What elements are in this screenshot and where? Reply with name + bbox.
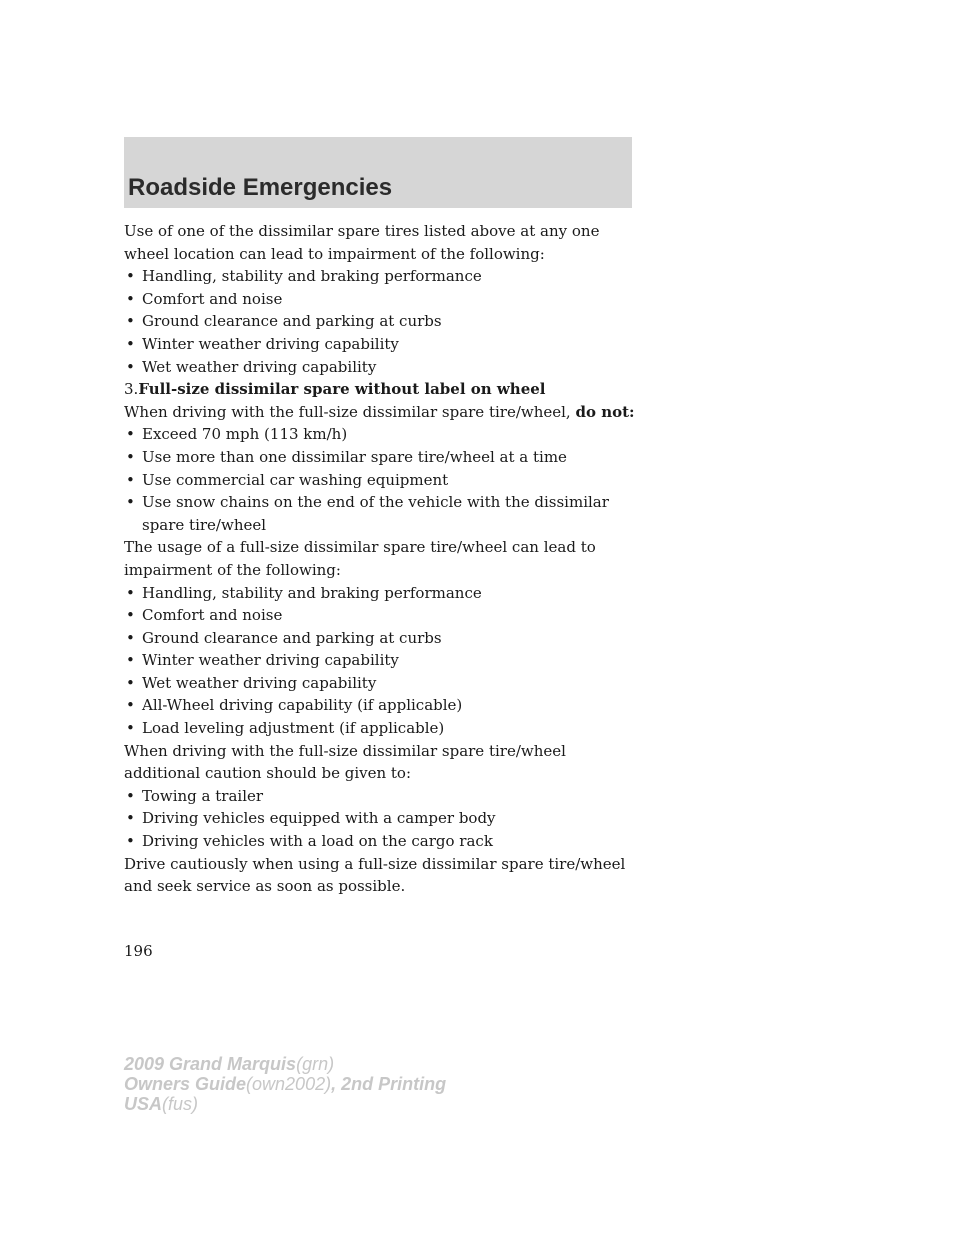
page-number: 196	[124, 942, 153, 960]
list-item: • Use more than one dissimilar spare tire/wheel at a time	[124, 446, 644, 469]
bullet-icon: •	[126, 696, 135, 715]
impairment-list-1	[124, 265, 644, 378]
bullet-icon: •	[126, 719, 135, 738]
bullet-icon: •	[126, 786, 135, 805]
footer-line-2: Owners Guide(own2002), 2nd Printing	[124, 1074, 447, 1094]
bullet-icon: •	[126, 447, 135, 466]
list-item: • All-Wheel driving capability (if applicable)	[124, 694, 644, 717]
list-item: • Handling, stability and braking performance	[124, 582, 644, 605]
list-item: • Ground clearance and parking at curbs	[124, 627, 644, 650]
bullet-icon: •	[126, 583, 135, 602]
do-not-list	[124, 423, 644, 536]
bullet-icon: •	[126, 289, 135, 308]
print-footer	[124, 1054, 446, 1114]
bullet-icon: •	[126, 493, 135, 512]
list-item: • Exceed 70 mph (113 km/h)	[124, 423, 644, 446]
body-content	[124, 220, 644, 898]
bullet-icon: •	[126, 312, 135, 331]
list-item: • Driving vehicles equipped with a camper body	[124, 807, 644, 830]
footer-line-1: 2009 Grand Marquis(grn)	[124, 1054, 335, 1074]
list-item: • Wet weather driving capability	[124, 672, 644, 695]
bullet-icon: •	[126, 425, 135, 444]
list-item: • Use snow chains on the end of the vehicle with the dissimilar spare tire/wheel	[126, 493, 609, 534]
closing-paragraph: Drive cautiously when using a full-size dissimilar spare tire/wheel and seek service as soon as possible.	[124, 854, 626, 896]
numbered-heading-3: 3.Full-size dissimilar spare without label on wheel	[124, 380, 546, 399]
list-item: • Wet weather driving capability	[124, 356, 644, 379]
list-item: • Use commercial car washing equipment	[124, 469, 644, 492]
list-item: • Towing a trailer	[124, 785, 644, 808]
list-item: • Ground clearance and parking at curbs	[124, 310, 644, 333]
bullet-icon: •	[126, 832, 135, 851]
caution-intro-paragraph: When driving with the full-size dissimilar spare tire/wheel additional caution should be given to:	[124, 741, 566, 783]
bullet-icon: •	[126, 651, 135, 670]
bullet-icon: •	[126, 628, 135, 647]
caution-list	[124, 785, 644, 853]
driving-intro-paragraph: When driving with the full-size dissimilar spare tire/wheel, do not:	[124, 402, 635, 421]
list-item: • Handling, stability and braking performance	[124, 265, 644, 288]
bullet-icon: •	[126, 470, 135, 489]
bullet-icon: •	[126, 267, 135, 286]
bullet-icon: •	[126, 809, 135, 828]
section-title: Roadside Emergencies	[128, 174, 393, 201]
list-item: • Driving vehicles with a load on the cargo rack	[124, 830, 644, 853]
list-item: • Comfort and noise	[124, 604, 644, 627]
bullet-icon: •	[126, 606, 135, 625]
impairment-list-2	[124, 582, 644, 740]
bullet-icon: •	[126, 357, 135, 376]
usage-intro-paragraph: The usage of a full-size dissimilar spare tire/wheel can lead to impairment of the following:	[124, 538, 596, 579]
list-item: • Winter weather driving capability	[124, 333, 644, 356]
footer-line-3: USA(fus)	[124, 1094, 199, 1114]
bullet-icon: •	[126, 334, 135, 353]
intro-paragraph: Use of one of the dissimilar spare tires listed above at any one wheel location can lead to impairment of the following:	[124, 222, 600, 263]
list-item: • Comfort and noise	[124, 288, 644, 311]
list-item: • Load leveling adjustment (if applicable)	[124, 717, 644, 740]
bullet-icon: •	[126, 673, 135, 692]
list-item: • Winter weather driving capability	[124, 649, 644, 672]
